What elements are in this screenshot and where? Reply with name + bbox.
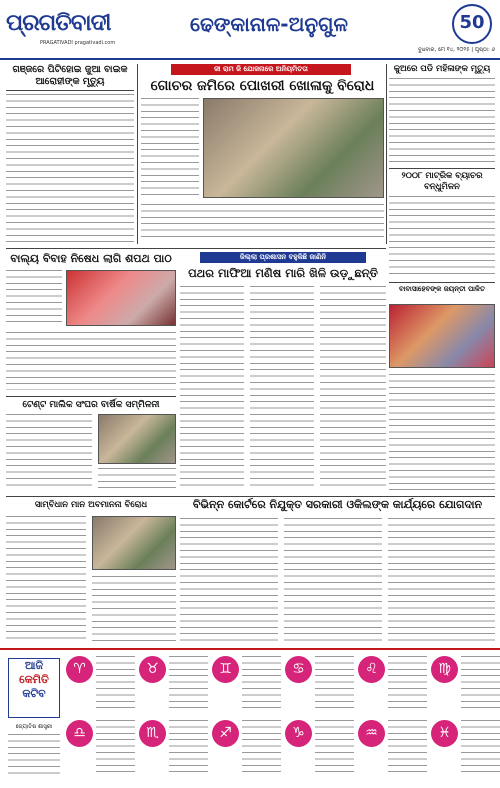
article-stone-mafia [180,252,386,492]
article-body [388,518,495,642]
headline: କୁଅରେ ପଡି ମହିଳାଙ୍କ ମୃତ୍ୟୁ [393,64,491,74]
newspaper-logo: ପ୍ରଗତିବାଦୀ [6,10,111,36]
horoscope-title-line: କଟିବ [22,687,46,700]
zodiac-forecast-text [388,720,427,776]
horoscope-author: ଜ୍ୟୋତିଷ ଶାସ୍ତ୍ରୀ [15,724,53,730]
zodiac-sign-icon: ♒ [358,720,385,747]
news-photo [66,270,176,326]
article-body [6,332,176,390]
news-photo [98,414,176,464]
masthead [0,0,500,60]
article-body [98,468,176,490]
zodiac-forecast-text [461,720,500,776]
article-body [6,270,62,326]
zodiac-sign-icon: ♊ [212,656,239,683]
news-photo [92,516,176,570]
zodiac-sign-icon: ♓ [431,720,458,747]
article-body [250,286,314,490]
zodiac-forecast-text [96,720,135,776]
anniversary-badge [452,4,492,44]
headline: ଗୋଚର ଜମିରେ ପୋଖରୀ ଖୋଳାକୁ ବିରୋଧ [150,78,375,94]
news-photo [389,304,495,368]
news-photo [203,98,384,198]
zodiac-forecast-text [315,720,354,776]
article-body [180,286,244,490]
horoscope-title [8,658,60,718]
article-body [6,94,134,242]
article-body [141,204,384,242]
row-divider [6,248,386,249]
edition-title: ଢେଙ୍କାନାଳ-ଅନୁଗୁଳ [190,12,348,36]
column-divider [137,64,138,244]
zodiac-forecast-text [242,720,281,776]
article-body [389,374,495,490]
article-body [180,518,278,642]
column-divider [386,64,387,244]
headline: ବିଭିନ୍ନ କୋର୍ଟରେ ନିଯୁକ୍ତ ସରକାରୀ ଓକିଲଙ୍କ କାର୍ଯ୍ୟରେ ଯୋଗଦାନ [192,498,483,511]
article-pond-protest [141,64,384,244]
zodiac-sign-icon: ♑ [285,720,312,747]
zodiac-forecast-text [315,656,354,712]
row-divider [6,496,495,497]
headline: ପଥର ମାଫିଆ ମଣିଷ ମାରି ଖିଳି ଉଡ଼ୁଛନ୍ତି [188,266,378,280]
zodiac-sign-icon: ♋ [285,656,312,683]
headline: ବାବାସାହେବଙ୍କ ଜୟନ୍ତୀ ପାଳିତ [389,282,495,294]
headline: ୨୦୦୮ ମାଟ୍ରିକ ବ୍ୟାଚର ବନ୍ଧୁମିଳନ [389,168,495,193]
zodiac-forecast-text [388,656,427,712]
article-well-death [389,64,495,164]
dateline: ବୁଧବାର, ମେ ୧୪, ୨୦୨୫ | ପୃଷ୍ଠା: ୬ [417,47,495,53]
zodiac-sign-icon: ♐ [212,720,239,747]
zodiac-forecast-text [169,720,208,776]
zodiac-forecast-text [169,656,208,712]
article-constitution [6,500,176,644]
zodiac-sign-icon: ♏ [139,720,166,747]
article-child-marriage [6,252,176,392]
zodiac-forecast-text [96,656,135,712]
zodiac-sign-icon: ♈ [66,656,93,683]
zodiac-sign-icon: ♎ [66,720,93,747]
horoscope-title-line: ଆଜି [24,659,44,672]
article-body [92,576,176,642]
article-body [141,98,199,198]
article-body [320,286,386,490]
zodiac-sign-icon: ♉ [139,656,166,683]
zodiac-sign-icon: ♌ [358,656,385,683]
article-reunion [389,168,495,278]
author-details [8,734,60,774]
article-body [6,516,86,642]
article-govt-lawyers [180,498,495,644]
horoscope-title-line: କେମିତି [19,673,49,686]
article-bike-death [6,64,134,244]
article-tent-owners [6,396,176,492]
horoscope-section [0,648,500,788]
zodiac-sign-icon: ♍ [431,656,458,683]
zodiac-forecast-text [242,656,281,712]
headline: ଟେଣ୍ଟ ମାଲିକ ସଂଘର ବାର୍ଷିକ ସମ୍ମିଳନୀ [6,396,176,411]
headline: ସାମ୍ବିଧାନ ମାନ ଅବମାନନା ବିରୋଧ [34,500,148,510]
article-ambedkar [389,282,495,492]
kicker-banner: ଜୀ ରାମ ଜି ଯୋଜନାରେ ଅନିୟମିତତା [171,64,351,75]
kicker-banner: ଜିଲ୍ଲା ପ୍ରଶାସନ ବହୁକିଛି ଜାଣିନି [200,252,366,263]
headline: ଗଞ୍ଜରେ ପିଟିହୋଇ ଜୁଆ ବାଇକ ଆରୋହୀଙ୍କ ମୃତ୍ୟୁ [6,64,134,91]
headline: ବାଲ୍ୟ ବିବାହ ନିଷେଧ ଲାଗି ଶପଥ ପାଠ [10,252,172,265]
article-body [284,518,382,642]
anniversary-number: 50 [459,12,485,33]
article-body [389,196,495,278]
article-body [389,78,495,162]
logo-subtitle: PRAGATIVADI pragativadi.com [40,40,116,46]
zodiac-forecast-text [461,656,500,712]
article-body [6,414,92,490]
